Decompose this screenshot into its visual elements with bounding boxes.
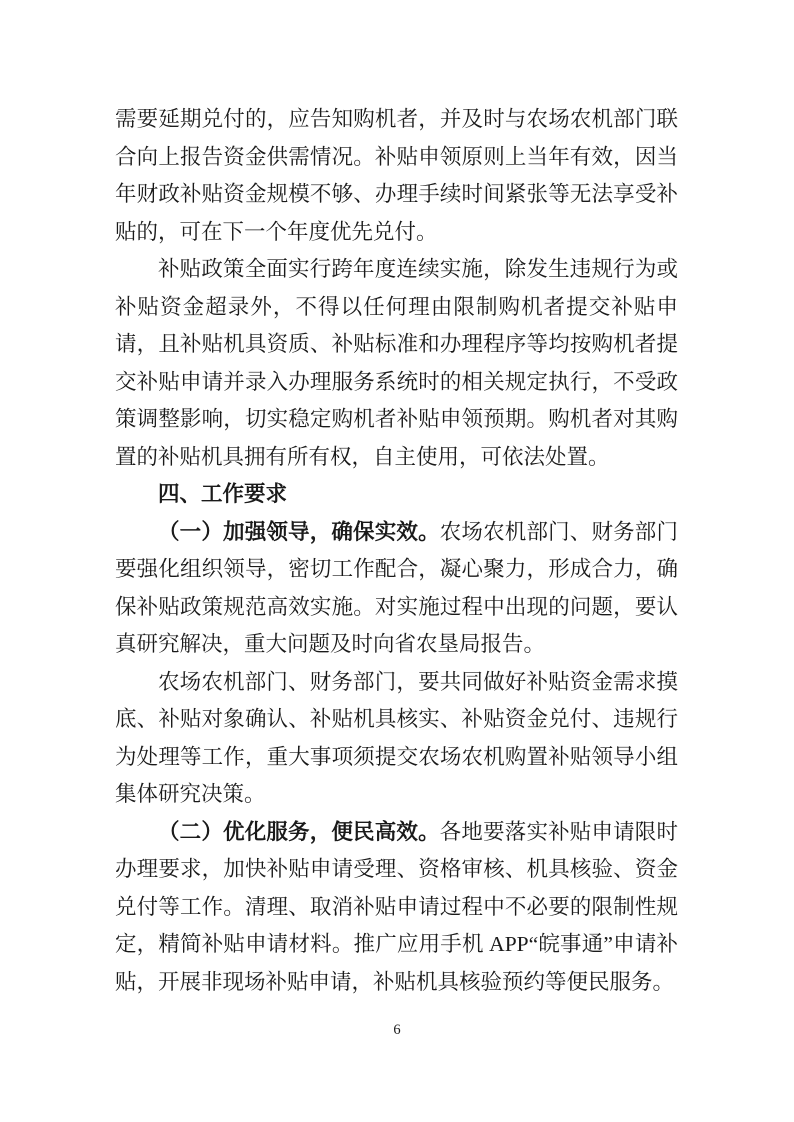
paragraph	[115, 664, 678, 814]
paragraph-text: 农场农机部门、财务部门要强化组织领导，密切工作配合，凝心聚力，形成合力，确保补贴政策规范高效实施。对实施过程中出现的问题，要认真研究解决，重大问题及时向省农垦局报告。	[115, 519, 678, 656]
paragraph	[115, 251, 678, 476]
paragraph-text: 补贴政策全面实行跨年度连续实施，除发生违规行为或补贴资金超录外，不得以任何理由限制购机者提交补贴申请，且补贴机具资质、补贴标准和办理程序等均按购机者提交补贴申请并录入办理服务系统时的相关规定执行，不受政策调整影响，切实稳定购机者补贴申领预期。购机者对其购置的补贴机具拥有所有权，自主使用，可依法处置。	[115, 257, 678, 469]
document-body	[115, 101, 678, 1001]
subsection-lead: （二）优化服务，便民高效。	[158, 819, 440, 844]
section-heading-text: 四、工作要求	[158, 482, 288, 506]
paragraph-continuation	[115, 101, 678, 251]
section-heading	[115, 476, 678, 514]
paragraph-text: 需要延期兑付的，应告知购机者，并及时与农场农机部门联合向上报告资金供需情况。补贴申领原则上当年有效，因当年财政补贴资金规模不够、办理手续时间紧张等无法享受补贴的，可在下一个年度优先兑付。	[115, 107, 678, 244]
paragraph-text: 各地要落实补贴申请限时办理要求，加快补贴申请受理、资格审核、机具核验、资金兑付等工作。清理、取消补贴申请过程中不必要的限制性规定，精简补贴申请材料。推广应用手机 APP“皖事通”申请补贴，开展非现场补贴申请，补贴机具核验预约等便民服务。	[115, 819, 678, 994]
subsection-paragraph	[115, 514, 678, 664]
paragraph-text: 农场农机部门、财务部门，要共同做好补贴资金需求摸底、补贴对象确认、补贴机具核实、补贴资金兑付、违规行为处理等工作，重大事项须提交农场农机购置补贴领导小组集体研究决策。	[115, 669, 678, 806]
subsection-paragraph	[115, 814, 678, 1002]
page-number: 6	[393, 1022, 401, 1038]
subsection-lead: （一）加强领导，确保实效。	[158, 519, 440, 544]
